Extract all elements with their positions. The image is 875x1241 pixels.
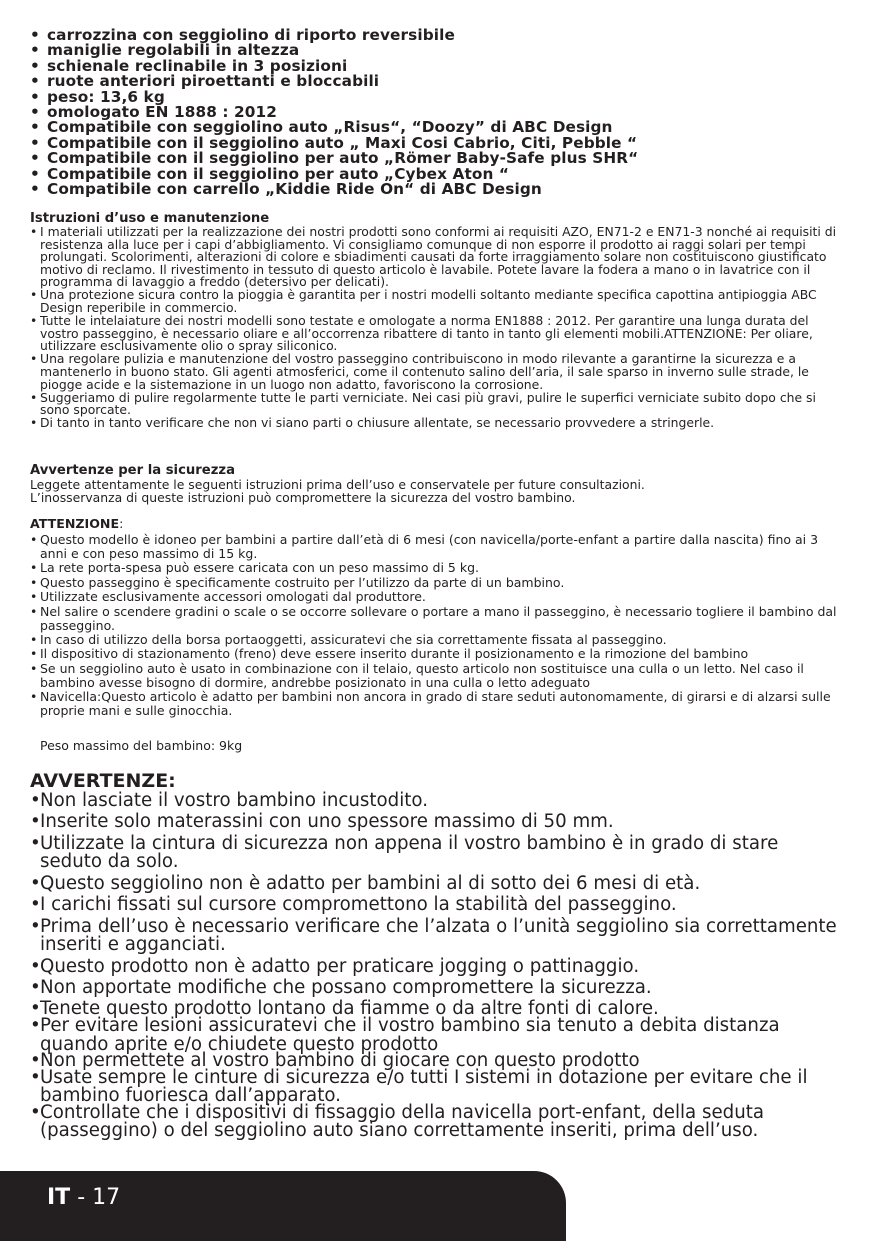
warnings-heading: AVVERTENZE: (30, 770, 176, 792)
attention-item: • Il dispositivo di stazionamento (freno) deve essere inserito durante il posizionamento e la rimozione del bambino (30, 647, 845, 661)
instruction-item: • Tutte le intelaiature dei nostri modelli sono testate e omologate a norma EN1888 : 2012. Per garantire una lunga durata del vostro passeggino, è necessario oliare e all’occorrenza ribattere di tanto in tanto gli elementi mobili.ATTENZIONE: Per oliare, utilizzare esclusivamente olio o spray siliconico. (30, 315, 845, 353)
page-separator: - (70, 1185, 93, 1210)
attention-item: • Questo passeggino è specificamente costruito per l’utilizzo da parte di un bambino. (30, 576, 845, 590)
feature-item: • ruote anteriori piroettanti e bloccabili (30, 74, 860, 89)
attention-label: ATTENZIONE (30, 516, 120, 531)
warning-item: • Prima dell’uso è necessario verificare che l’alzata o l’unità seggiolino sia correttamente inseriti e agganciati. (30, 918, 845, 955)
attention-item: • Utilizzate esclusivamente accessori omologati dal produttore. (30, 590, 845, 604)
feature-item: • Compatibile con seggiolino auto „Risus“, “Doozy” di ABC Design (30, 120, 860, 135)
safety-line: L’inosservanza di queste istruzioni può compromettere la sicurezza del vostro bambino. (30, 489, 576, 505)
max-weight-note: Peso massimo del bambino: 9kg (40, 738, 243, 753)
attention-item: • La rete porta-spesa può essere caricata con un peso massimo di 5 kg. (30, 561, 845, 575)
attention-item: • In caso di utilizzo della borsa portaoggetti, assicuratevi che sia correttamente fissata al passeggino. (30, 633, 845, 647)
safety-text (30, 479, 845, 505)
feature-item: • maniglie regolabili in altezza (30, 43, 860, 58)
attention-colon: : (119, 516, 124, 531)
attention-item: • Questo modello è idoneo per bambini a partire dall’età di 6 mesi (con navicella/porte-enfant a partire dalla nascita) fino ai 3 anni e con peso massimo di 15 kg. (30, 533, 845, 561)
page-number (47, 1184, 120, 1212)
warning-item: • Non apportate modifiche che possano compromettere la sicurezza. (30, 979, 845, 998)
feature-item: • peso: 13,6 kg (30, 90, 860, 105)
warning-item: • Per evitare lesioni assicuratevi che il vostro bambino sia tenuto a debita distanza quando aprite e/o chiudete questo prodotto (30, 1017, 845, 1054)
feature-item: • Compatibile con carrello „Kiddie Ride On“ di ABC Design (30, 182, 860, 197)
safety-heading: Avvertenze per la sicurezza (30, 463, 235, 478)
warning-item: • Questo seggiolino non è adatto per bambini al di sotto dei 6 mesi di età. (30, 875, 845, 894)
feature-list (30, 28, 860, 197)
feature-item: • omologato EN 1888 : 2012 (30, 105, 860, 120)
instruction-item: • Suggeriamo di pulire regolarmente tutte le parti verniciate. Nei casi più gravi, pulire le superfici verniciate subito dopo che si sono sporcate. (30, 392, 845, 417)
instruction-item: • Una regolare pulizia e manutenzione del vostro passeggino contribuiscono in modo rilevante a garantirne la sicurezza e a mantenerlo in buono stato. Gli agenti atmosferici, come il contenuto salino dell’aria, il sale sparso in inverno sulle strade, le piogge acide e la sistemazione in un luogo non adatto, favoriscono la corrosione. (30, 353, 845, 391)
attention-item: • Nel salire o scendere gradini o scale o se occorre sollevare o portare a mano il passeggino, è necessario togliere il bambino dal passeggino. (30, 605, 845, 633)
attention-list (30, 533, 845, 719)
warning-item: • Non permettete al vostro bambino di giocare con questo prodotto (30, 1052, 845, 1071)
warning-item: • Controllate che i dispositivi di fissaggio della navicella port-enfant, della seduta (passeggino) o del seggiolino auto siano correttamente inseriti, prima dell’uso. (30, 1104, 845, 1141)
warning-item: • Tenete questo prodotto lontano da fiamme o da altre fonti di calore. (30, 1000, 845, 1019)
instruction-item: • Di tanto in tanto verificare che non vi siano parti o chiusure allentate, se necessario provvedere a stringerle. (30, 417, 845, 430)
warning-item: • Questo prodotto non è adatto per praticare jogging o pattinaggio. (30, 958, 845, 977)
warning-item: • I carichi fissati sul cursore compromettono la stabilità del passeggino. (30, 896, 845, 915)
attention-item: • Navicella:Questo articolo è adatto per bambini non ancora in grado di stare seduti autonomamente, di girarsi e di alzarsi sulle proprie mani e sulle ginocchia. (30, 690, 845, 718)
feature-item: • carrozzina con seggiolino di riporto reversibile (30, 28, 860, 43)
feature-item: • Compatibile con il seggiolino per auto „Römer Baby-Safe plus SHR“ (30, 151, 860, 166)
warnings-list (30, 790, 845, 1142)
warning-item: • Non lasciate il vostro bambino incustodito. (30, 792, 845, 811)
instruction-item: • Una protezione sicura contro la pioggia è garantita per i nostri modelli soltanto mediante specifica capottina antipioggia ABC Design reperibile in commercio. (30, 289, 845, 314)
feature-item: • schienale reclinabile in 3 posizioni (30, 59, 860, 74)
warning-item: • Utilizzate la cintura di sicurezza non appena il vostro bambino è in grado di stare seduto da solo. (30, 835, 845, 872)
instructions-heading: Istruzioni d’uso e manutenzione (30, 211, 270, 226)
attention-heading (30, 517, 123, 531)
feature-item: • Compatibile con il seggiolino per auto „Cybex Aton “ (30, 167, 860, 182)
instruction-item: • I materiali utilizzati per la realizzazione dei nostri prodotti sono conformi ai requisiti AZO, EN71-2 e EN71-3 nonché ai requisiti di resistenza alla luce per i capi d’abbigliamento. Vi consigliamo comunque di non esporre il prodotto ai raggi solari per tempi prolungati. Scolorimenti, alterazioni di colore e sbiadimenti causati da forte irraggiamento solare non costituiscono giustificato motivo di reclamo. Il rivestimento in tessuto di questo articolo è lavabile. Potete lavare la fodera a mano o in lavatrice con il programma di lavaggio a freddo (detersivo per delicati). (30, 226, 845, 289)
warning-item: • Usate sempre le cinture di sicurezza e/o tutti I sistemi in dotazione per evitare che il bambino fuoriesca dall’apparato. (30, 1069, 845, 1106)
page-number-value: 17 (92, 1185, 121, 1210)
instructions-list (30, 226, 845, 431)
feature-item: • Compatibile con il seggiolino auto „ Maxi Cosi Cabrio, Citi, Pebble “ (30, 136, 860, 151)
safety-line: Leggete attentamente le seguenti istruzioni prima dell’uso e conservatele per future consultazioni. (30, 477, 645, 492)
attention-item: • Se un seggiolino auto è usato in combinazione con il telaio, questo articolo non sostituisce una culla o un letto. Nel caso il bambino avesse bisogno di dormire, andrebbe posizionato in una culla o letto adeguato (30, 662, 845, 690)
warning-item: • Inserite solo materassini con uno spessore massimo di 50 mm. (30, 813, 845, 832)
language-code: IT (47, 1185, 71, 1210)
